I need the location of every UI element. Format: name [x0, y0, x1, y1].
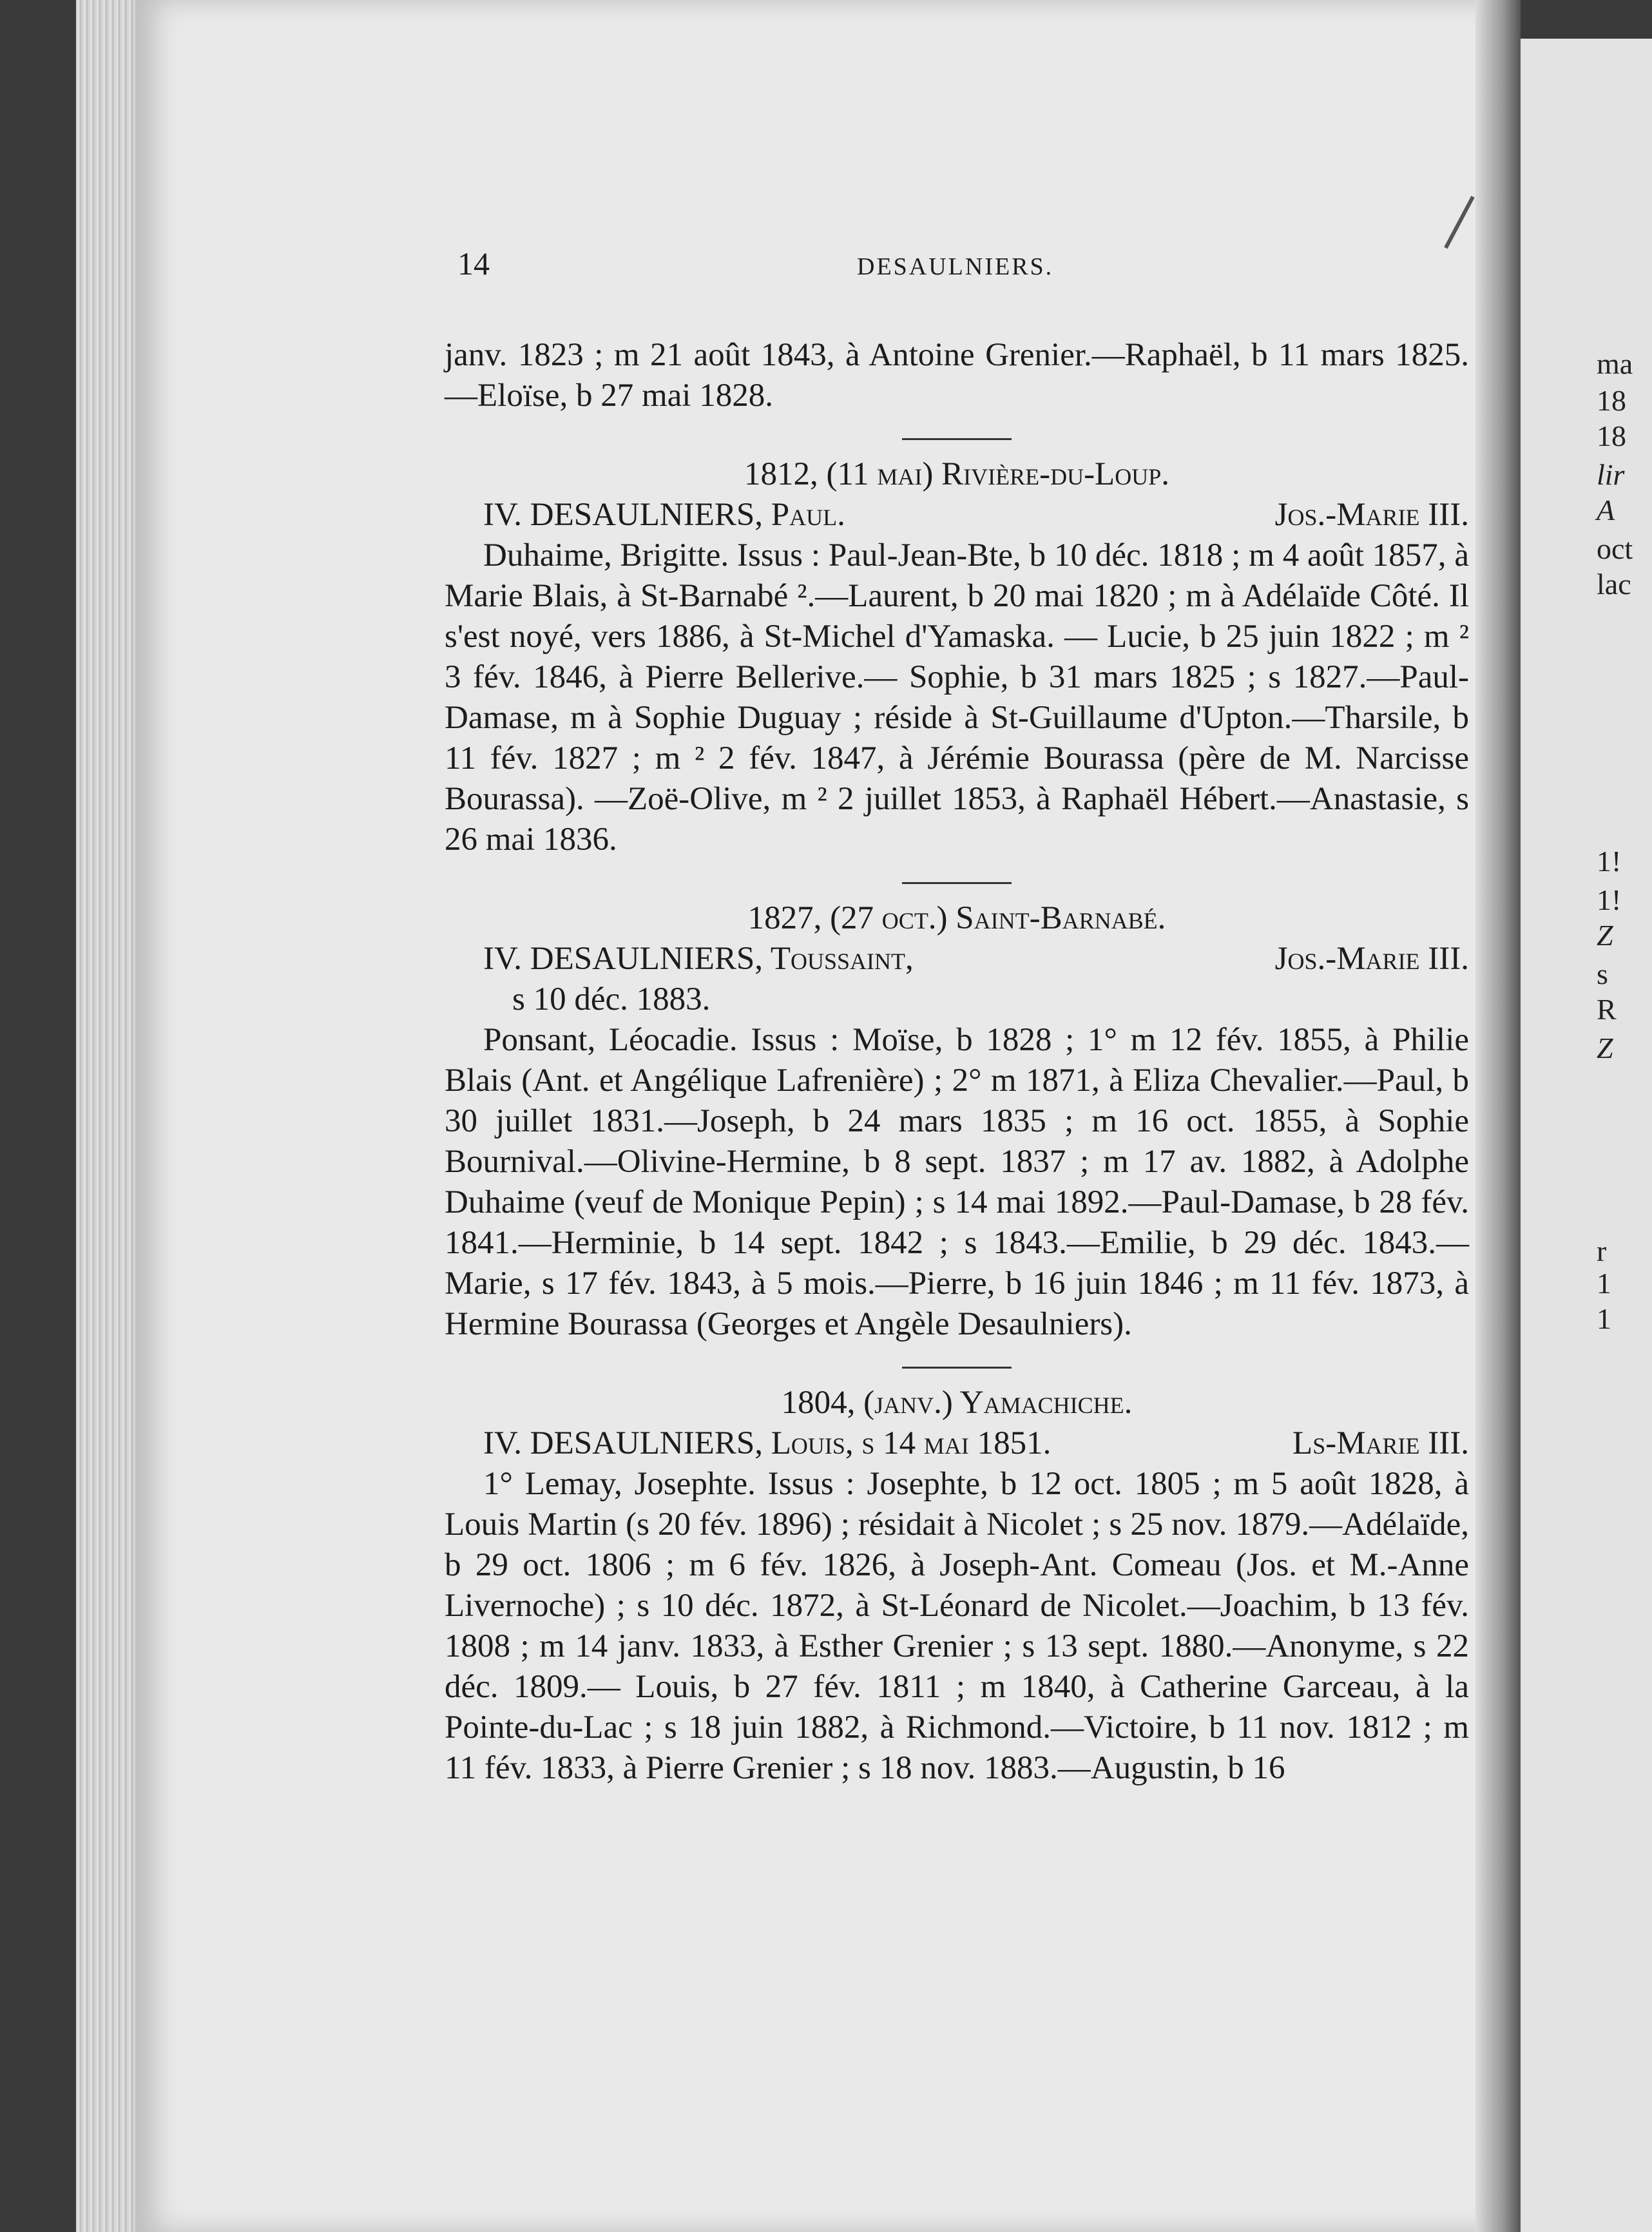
facing-page: [1521, 39, 1652, 2232]
entry-subline: s 10 déc. 1883.: [512, 981, 711, 1017]
page-number: 14: [457, 245, 490, 282]
entry-body: 1° Lemay, Josephte. Issus : Josephte, b 12 oct. 1805 ; m 5 août 1828, à Louis Martin (s 20 fév. 1896) ; résidait à Nicolet ; s 25 nov. 1879.—Adélaïde, b 29 oct. 1806 ; m 6 fév. 1826, à Joseph-Ant. Comeau (Jos. et M.-Anne Livernoche) ; s 10 déc. 1872, à St-Léonard de Nicolet.—Joachim, b 13 fév. 1808 ; m 14 janv. 1833, à Esther Grenier ; s 13 sept. 1880.—Anonyme, s 22 déc. 1809.— Louis, b 27 fév. 1811 ; m 1840, à Catherine Garceau, à la Pointe-du-Lac ; s 18 juin 1882, à Richmond.—Victoire, b 11 nov. 1812 ; m 11 fév. 1833, à Pierre Grenier ; s 18 nov. 1883.—Augustin, b 16: [445, 1466, 1469, 1786]
entry-heading: [445, 1423, 1469, 1464]
facing-fragment: s: [1597, 957, 1608, 990]
entry-body: Duhaime, Brigitte. Issus : Paul-Jean-Bte, b 10 déc. 1818 ; m 4 août 1857, à Marie Blais, à St-Barnabé ².—Laurent, b 20 mai 1820 ; m à Adélaïde Côté. Il s'est noyé, vers 1886, à St-Michel d'Yamaska. — Lucie, b 25 juin 1822 ; m ² 3 fév. 1846, à Pierre Bellerive.— Sophie, b 31 mars 1825 ; s 1827.—Paul-Damase, m à Sophie Duguay ; réside à St-Guillaume d'Upton.—Tharsile, b 11 fév. 1827 ; m ² 2 fév. 1847, à Jérémie Bourassa (père de M. Narcisse Bourassa). —Zoë-Olive, m ² 2 juillet 1853, à Raphaël Hébert.—Anastasie, s 26 mai 1836.: [445, 537, 1469, 858]
facing-fragment: lac: [1597, 568, 1631, 601]
facing-fragment: 18: [1597, 419, 1626, 452]
facing-fragment: 1: [1597, 1302, 1611, 1335]
entry-name: IV. DESAULNIERS, Toussaint,: [483, 941, 914, 977]
facing-fragment: ma: [1597, 347, 1633, 380]
continued-paragraph: janv. 1823 ; m 21 août 1843, à Antoine Grenier.—Raphaël, b 11 mars 1825.—Eloïse, b 27 mai 1828.: [445, 337, 1469, 414]
entry-heading: [445, 939, 1469, 979]
facing-fragment: Z: [1597, 1032, 1613, 1064]
section-divider: [902, 882, 1012, 884]
entry-name: IV. DESAULNIERS, Louis, s 14 mai 1851.: [483, 1425, 1052, 1461]
section-divider: [902, 1367, 1012, 1369]
facing-fragment: R: [1597, 993, 1617, 1026]
entry-body: Ponsant, Léocadie. Issus : Moïse, b 1828 ; 1° m 12 fév. 1855, à Philie Blais (Ant. et Angélique Lafrenière) ; 2° m 1871, à Eliza Chevalier.—Paul, b 30 juillet 1831.—Joseph, b 24 mars 1835 ; m 16 oct. 1855, à Sophie Bournival.—Olivine-Hermine, b 8 sept. 1837 ; m 17 av. 1882, à Adolphe Duhaime (veuf de Monique Pepin) ; s 14 mai 1892.—Paul-Damase, b 28 fév. 1841.—Herminie, b 14 sept. 1842 ; s 1843.—Emilie, b 29 déc. 1843.—Marie, s 17 fév. 1843, à 5 mois.—Pierre, b 16 juin 1846 ; m 11 fév. 1873, à Hermine Bourassa (Georges et Angèle Desaulniers).: [445, 1022, 1469, 1342]
entry-parent: Ls-Marie III.: [1292, 1425, 1469, 1461]
running-title: DESAULNIERS.: [857, 253, 1054, 280]
facing-fragment: Z: [1597, 919, 1613, 952]
marriage-dateline: 1827, (27 oct.) Saint-Barnabé.: [747, 900, 1166, 936]
facing-fragment: A: [1597, 494, 1615, 526]
facing-fragment: r: [1597, 1235, 1607, 1267]
section-divider: [902, 438, 1012, 440]
entry-parent: Jos.-Marie III.: [1274, 941, 1469, 977]
entry-parent: Jos.-Marie III.: [1274, 497, 1469, 533]
entry-heading: [445, 495, 1469, 535]
book-gutter: [1475, 0, 1521, 2232]
facing-fragment: 1: [1597, 1267, 1611, 1300]
marriage-dateline: 1812, (11 mai) Rivière-du-Loup.: [744, 456, 1169, 492]
facing-fragment: 1!: [1597, 883, 1622, 916]
entry-name: IV. DESAULNIERS, Paul.: [483, 497, 845, 533]
facing-fragment: oct: [1597, 532, 1633, 565]
facing-fragment: lir: [1597, 458, 1625, 491]
facing-fragment: 18: [1597, 384, 1626, 417]
facing-fragment: 1!: [1597, 845, 1622, 878]
page-text: [445, 335, 1469, 1789]
marriage-dateline: 1804, (janv.) Yamachiche.: [781, 1385, 1133, 1421]
running-header: [457, 245, 1469, 290]
